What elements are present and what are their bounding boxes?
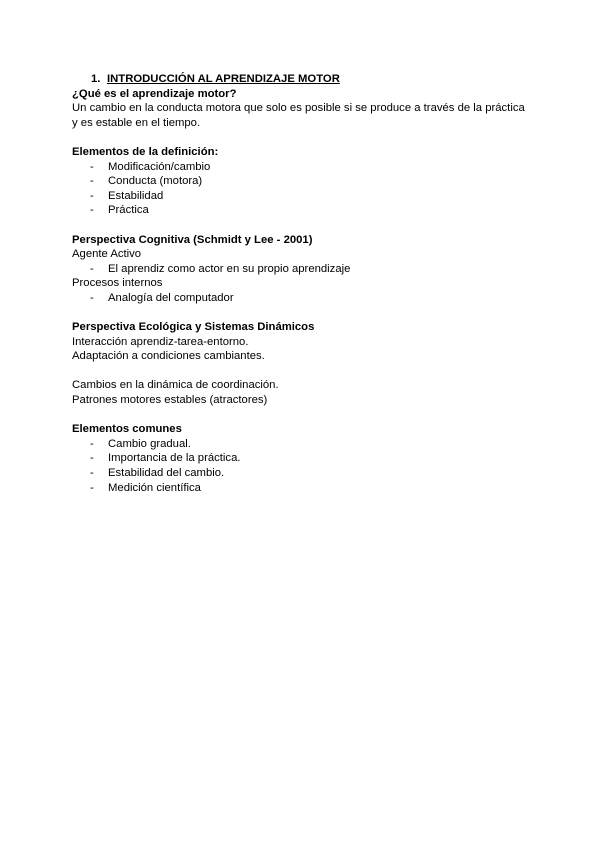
common-heading: Elementos comunes [72,423,182,436]
elements-heading: Elementos de la definición: [72,145,219,158]
list-item: - Importancia de la práctica. [90,452,241,465]
list-item: - Estabilidad del cambio. [90,467,225,480]
bullet-dash: - [90,467,94,480]
section-number: 1. [91,73,101,85]
bullet-dash: - [90,189,94,202]
section-heading [72,72,532,87]
bullet-dash: - [90,160,94,173]
question-heading: ¿Qué es el aprendizaje motor? [72,87,237,100]
bullet-dash: - [90,481,94,494]
ecological-line: Adaptación a condiciones cambiantes. [72,350,265,363]
list-item: - Estabilidad [90,189,164,202]
cognitive-heading: Perspectiva Cognitiva (Schmidt y Lee - 2001) [72,233,313,246]
processes-label: Procesos internos [72,277,163,290]
list-item: - Analogía del computador [90,291,234,304]
processes-list [72,291,532,306]
definition-text: Un cambio en la conducta motora que solo es posible si se produce a través de la práctica y es estable en el tiempo. [72,102,525,129]
list-item: - Medición científica [90,481,201,494]
list-item: - Conducta (motora) [90,175,203,188]
list-item: - Práctica [90,204,149,217]
bullet-dash: - [90,175,94,188]
common-list [72,437,532,495]
bullet-dash: - [90,291,94,304]
document-body [72,72,532,495]
bullet-dash: - [90,437,94,450]
bullet-dash: - [90,452,94,465]
agent-label: Agente Activo [72,248,142,261]
list-item: - Modificación/cambio [90,160,211,173]
bullet-dash: - [90,262,94,275]
list-item: - El aprendiz como actor en su propio aprendizaje [90,262,351,275]
section-title: INTRODUCCIÓN AL APRENDIZAJE MOTOR [107,73,340,85]
ecological-heading: Perspectiva Ecológica y Sistemas Dinámicos [72,321,315,334]
ecological-line: Patrones motores estables (atractores) [72,394,268,407]
agent-list [72,262,532,277]
bullet-dash: - [90,204,94,217]
ecological-line: Interacción aprendiz-tarea-entorno. [72,335,249,348]
list-item: - Cambio gradual. [90,437,191,450]
elements-list [72,160,532,218]
ecological-line: Cambios en la dinámica de coordinación. [72,379,279,392]
